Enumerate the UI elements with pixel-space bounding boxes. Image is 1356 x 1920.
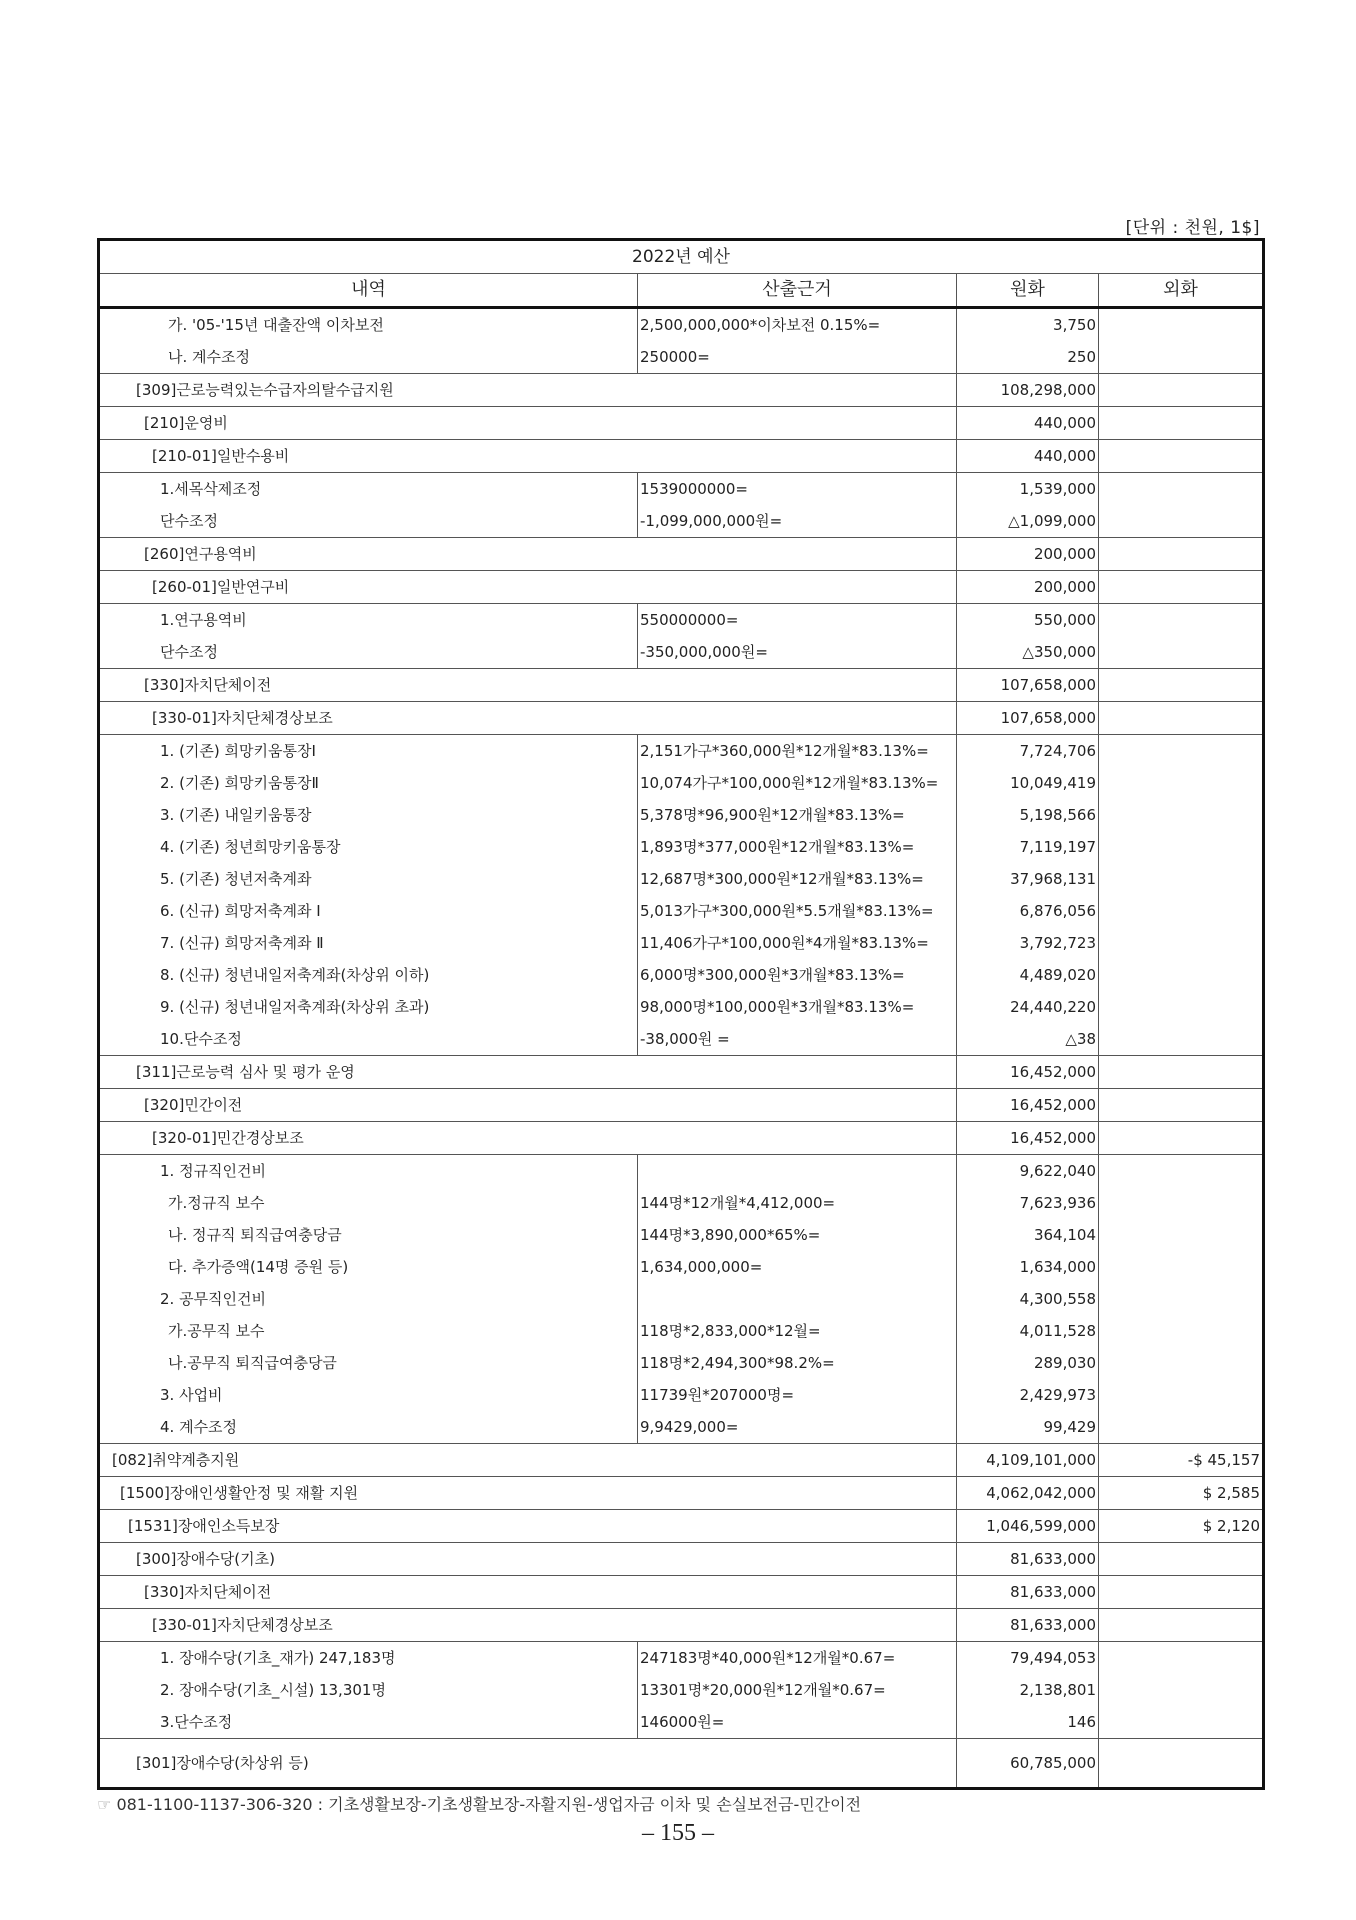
krw-amount-cell: 6,876,056: [957, 895, 1099, 927]
item-cell: 단수조정: [99, 636, 638, 669]
krw-amount-cell: 79,494,053: [957, 1642, 1099, 1675]
fx-amount-cell: [1099, 571, 1264, 604]
fx-amount-cell: $ 2,585: [1099, 1477, 1264, 1510]
item-cell: 3.단수조정: [99, 1706, 638, 1739]
fx-amount-cell: [1099, 1315, 1264, 1347]
krw-amount-cell: 440,000: [957, 440, 1099, 473]
item-cell: 6. (신규) 희망저축계좌 Ⅰ: [99, 895, 638, 927]
table-row-group-header: [99, 407, 1264, 440]
krw-amount-cell: 81,633,000: [957, 1543, 1099, 1576]
fx-amount-cell: [1099, 440, 1264, 473]
item-cell: 나.공무직 퇴직급여충당금: [99, 1347, 638, 1379]
footnote-text: 081-1100-1137-306-320 : 기초생활보장-기초생활보장-자활지원-생업자금 이차 및 손실보전금-민간이전: [116, 1795, 862, 1814]
table-row: [99, 1155, 1264, 1188]
item-cell: 가.공무직 보수: [99, 1315, 638, 1347]
fx-amount-cell: $ 2,120: [1099, 1510, 1264, 1543]
item-cell: [210-01]일반수용비: [99, 440, 957, 473]
fx-amount-cell: [1099, 1609, 1264, 1642]
item-cell: [311]근로능력 심사 및 평가 운영: [99, 1056, 957, 1089]
column-header-krw: 원화: [957, 274, 1099, 308]
item-cell: 1.세목삭제조정: [99, 473, 638, 506]
table-row: [99, 1347, 1264, 1379]
budget-table: [97, 238, 1265, 1790]
item-cell: 8. (신규) 청년내일저축계좌(차상위 이하): [99, 959, 638, 991]
fx-amount-cell: [1099, 1283, 1264, 1315]
basis-cell: 11,406가구*100,000원*4개월*83.13%=: [638, 927, 957, 959]
table-row: [99, 831, 1264, 863]
basis-cell: 12,687명*300,000원*12개월*83.13%=: [638, 863, 957, 895]
basis-cell: 10,074가구*100,000원*12개월*83.13%=: [638, 767, 957, 799]
item-cell: 2. 장애수당(기초_시설) 13,301명: [99, 1674, 638, 1706]
item-cell: 5. (기존) 청년저축계좌: [99, 863, 638, 895]
fx-amount-cell: [1099, 991, 1264, 1023]
basis-cell: -1,099,000,000원=: [638, 505, 957, 538]
krw-amount-cell: 1,539,000: [957, 473, 1099, 506]
krw-amount-cell: 4,489,020: [957, 959, 1099, 991]
fx-amount-cell: [1099, 1543, 1264, 1576]
fx-amount-cell: [1099, 1706, 1264, 1739]
fx-amount-cell: -$ 45,157: [1099, 1444, 1264, 1477]
item-cell: [330]자치단체이전: [99, 1576, 957, 1609]
krw-amount-cell: 364,104: [957, 1219, 1099, 1251]
table-row: [99, 1411, 1264, 1444]
fx-amount-cell: [1099, 538, 1264, 571]
item-cell: 4. (기존) 청년희망키움통장: [99, 831, 638, 863]
table-row-group-header: [99, 440, 1264, 473]
table-row-group-header: [99, 1510, 1264, 1543]
table-row: [99, 636, 1264, 669]
fx-amount-cell: [1099, 1219, 1264, 1251]
item-cell: [330-01]자치단체경상보조: [99, 702, 957, 735]
item-cell: 4. 계수조정: [99, 1411, 638, 1444]
krw-amount-cell: 10,049,419: [957, 767, 1099, 799]
krw-amount-cell: 289,030: [957, 1347, 1099, 1379]
krw-amount-cell: 107,658,000: [957, 702, 1099, 735]
fx-amount-cell: [1099, 341, 1264, 374]
krw-amount-cell: 2,138,801: [957, 1674, 1099, 1706]
table-row-group-header: [99, 1056, 1264, 1089]
table-row-group-header: [99, 702, 1264, 735]
item-cell: 1. 정규직인건비: [99, 1155, 638, 1188]
table-row: [99, 604, 1264, 637]
table-row-group-header: [99, 1444, 1264, 1477]
unit-label: [단위 : 천원, 1$]: [1125, 218, 1260, 238]
item-cell: 1.연구용역비: [99, 604, 638, 637]
basis-cell: [638, 1155, 957, 1188]
table-row: [99, 1674, 1264, 1706]
table-row: [99, 1315, 1264, 1347]
krw-amount-cell: 24,440,220: [957, 991, 1099, 1023]
krw-amount-cell: 3,750: [957, 308, 1099, 342]
fx-amount-cell: [1099, 1739, 1264, 1789]
table-row: [99, 1642, 1264, 1675]
krw-amount-cell: 146: [957, 1706, 1099, 1739]
table-row: [99, 341, 1264, 374]
item-cell: [1531]장애인소득보장: [99, 1510, 957, 1543]
krw-amount-cell: 107,658,000: [957, 669, 1099, 702]
basis-cell: 6,000명*300,000원*3개월*83.13%=: [638, 959, 957, 991]
krw-amount-cell: 60,785,000: [957, 1739, 1099, 1789]
krw-amount-cell: 7,724,706: [957, 735, 1099, 768]
krw-amount-cell: 5,198,566: [957, 799, 1099, 831]
table-row: [99, 799, 1264, 831]
table-row: [99, 473, 1264, 506]
krw-amount-cell: 200,000: [957, 538, 1099, 571]
item-cell: 다. 추가증액(14명 증원 등): [99, 1251, 638, 1283]
table-row: [99, 1023, 1264, 1056]
table-row: [99, 1219, 1264, 1251]
table-row: [99, 767, 1264, 799]
krw-amount-cell: 9,622,040: [957, 1155, 1099, 1188]
krw-amount-cell: 16,452,000: [957, 1089, 1099, 1122]
fx-amount-cell: [1099, 1122, 1264, 1155]
basis-cell: 144명*12개월*4,412,000=: [638, 1187, 957, 1219]
basis-cell: 5,013가구*300,000원*5.5개월*83.13%=: [638, 895, 957, 927]
item-cell: [330-01]자치단체경상보조: [99, 1609, 957, 1642]
item-cell: 단수조정: [99, 505, 638, 538]
item-cell: [320-01]민간경상보조: [99, 1122, 957, 1155]
table-row: [99, 863, 1264, 895]
item-cell: [210]운영비: [99, 407, 957, 440]
table-body: [99, 308, 1264, 1789]
fx-amount-cell: [1099, 1642, 1264, 1675]
item-cell: 10.단수조정: [99, 1023, 638, 1056]
krw-amount-cell: 16,452,000: [957, 1056, 1099, 1089]
basis-cell: 2,500,000,000*이차보전 0.15%=: [638, 308, 957, 342]
fx-amount-cell: [1099, 702, 1264, 735]
krw-amount-cell: △1,099,000: [957, 505, 1099, 538]
basis-cell: 1539000000=: [638, 473, 957, 506]
item-cell: [082]취약계층지원: [99, 1444, 957, 1477]
krw-amount-cell: 4,109,101,000: [957, 1444, 1099, 1477]
item-cell: 나. 계수조정: [99, 341, 638, 374]
basis-cell: -38,000원 =: [638, 1023, 957, 1056]
krw-amount-cell: 550,000: [957, 604, 1099, 637]
item-cell: 3. 사업비: [99, 1379, 638, 1411]
basis-cell: 250000=: [638, 341, 957, 374]
item-cell: 가. '05-'15년 대출잔액 이차보전: [99, 308, 638, 342]
krw-amount-cell: 7,623,936: [957, 1187, 1099, 1219]
item-cell: 7. (신규) 희망저축계좌 Ⅱ: [99, 927, 638, 959]
fx-amount-cell: [1099, 735, 1264, 768]
table-row: [99, 1251, 1264, 1283]
krw-amount-cell: 7,119,197: [957, 831, 1099, 863]
basis-cell: 118명*2,494,300*98.2%=: [638, 1347, 957, 1379]
table-row-group-header: [99, 1122, 1264, 1155]
fx-amount-cell: [1099, 1187, 1264, 1219]
fx-amount-cell: [1099, 473, 1264, 506]
table-row-group-header: [99, 1089, 1264, 1122]
table-row-group-header: [99, 374, 1264, 407]
krw-amount-cell: 81,633,000: [957, 1576, 1099, 1609]
krw-amount-cell: 37,968,131: [957, 863, 1099, 895]
basis-cell: 144명*3,890,000*65%=: [638, 1219, 957, 1251]
krw-amount-cell: 99,429: [957, 1411, 1099, 1444]
footnote: [97, 1792, 861, 1815]
basis-cell: 98,000명*100,000원*3개월*83.13%=: [638, 991, 957, 1023]
fx-amount-cell: [1099, 669, 1264, 702]
fx-amount-cell: [1099, 895, 1264, 927]
item-cell: [309]근로능력있는수급자의탈수급지원: [99, 374, 957, 407]
fx-amount-cell: [1099, 959, 1264, 991]
table-row: [99, 1283, 1264, 1315]
item-cell: 3. (기존) 내일키움통장: [99, 799, 638, 831]
krw-amount-cell: 3,792,723: [957, 927, 1099, 959]
fx-amount-cell: [1099, 1674, 1264, 1706]
basis-cell: 118명*2,833,000*12월=: [638, 1315, 957, 1347]
table-row: [99, 895, 1264, 927]
basis-cell: 5,378명*96,900원*12개월*83.13%=: [638, 799, 957, 831]
basis-cell: 2,151가구*360,000원*12개월*83.13%=: [638, 735, 957, 768]
fx-amount-cell: [1099, 1379, 1264, 1411]
fx-amount-cell: [1099, 927, 1264, 959]
table-row: [99, 505, 1264, 538]
krw-amount-cell: 1,046,599,000: [957, 1510, 1099, 1543]
krw-amount-cell: 4,300,558: [957, 1283, 1099, 1315]
pointing-hand-icon: ☞: [97, 1795, 112, 1814]
table-row: [99, 1187, 1264, 1219]
fx-amount-cell: [1099, 604, 1264, 637]
table-row-group-header: [99, 1739, 1264, 1789]
fx-amount-cell: [1099, 1347, 1264, 1379]
fx-amount-cell: [1099, 1023, 1264, 1056]
fx-amount-cell: [1099, 767, 1264, 799]
basis-cell: 1,634,000,000=: [638, 1251, 957, 1283]
fx-amount-cell: [1099, 1155, 1264, 1188]
item-cell: 2. (기존) 희망키움통장Ⅱ: [99, 767, 638, 799]
item-cell: [330]자치단체이전: [99, 669, 957, 702]
table-row-group-header: [99, 1576, 1264, 1609]
column-header-item: 내역: [99, 274, 638, 308]
table-row: [99, 991, 1264, 1023]
fx-amount-cell: [1099, 636, 1264, 669]
fx-amount-cell: [1099, 407, 1264, 440]
table-row-group-header: [99, 1477, 1264, 1510]
fx-amount-cell: [1099, 505, 1264, 538]
basis-cell: 247183명*40,000원*12개월*0.67=: [638, 1642, 957, 1675]
krw-amount-cell: 16,452,000: [957, 1122, 1099, 1155]
basis-cell: 550000000=: [638, 604, 957, 637]
krw-amount-cell: △350,000: [957, 636, 1099, 669]
basis-cell: 9,9429,000=: [638, 1411, 957, 1444]
item-cell: [1500]장애인생활안정 및 재활 지원: [99, 1477, 957, 1510]
column-header-basis: 산출근거: [638, 274, 957, 308]
item-cell: 9. (신규) 청년내일저축계좌(차상위 초과): [99, 991, 638, 1023]
item-cell: 1. 장애수당(기초_재가) 247,183명: [99, 1642, 638, 1675]
krw-amount-cell: 1,634,000: [957, 1251, 1099, 1283]
krw-amount-cell: △38: [957, 1023, 1099, 1056]
krw-amount-cell: 4,011,528: [957, 1315, 1099, 1347]
fx-amount-cell: [1099, 1089, 1264, 1122]
krw-amount-cell: 200,000: [957, 571, 1099, 604]
krw-amount-cell: 4,062,042,000: [957, 1477, 1099, 1510]
fx-amount-cell: [1099, 374, 1264, 407]
table-row: [99, 959, 1264, 991]
fx-amount-cell: [1099, 831, 1264, 863]
table-row-group-header: [99, 669, 1264, 702]
item-cell: [320]민간이전: [99, 1089, 957, 1122]
item-cell: [300]장애수당(기초): [99, 1543, 957, 1576]
table-row: [99, 308, 1264, 342]
item-cell: 가.정규직 보수: [99, 1187, 638, 1219]
fx-amount-cell: [1099, 308, 1264, 342]
fx-amount-cell: [1099, 863, 1264, 895]
table-row-group-header: [99, 1609, 1264, 1642]
table-row-group-header: [99, 571, 1264, 604]
table-row-group-header: [99, 538, 1264, 571]
basis-cell: 13301명*20,000원*12개월*0.67=: [638, 1674, 957, 1706]
item-cell: 2. 공무직인건비: [99, 1283, 638, 1315]
item-cell: [260-01]일반연구비: [99, 571, 957, 604]
basis-cell: -350,000,000원=: [638, 636, 957, 669]
fx-amount-cell: [1099, 1056, 1264, 1089]
table-row: [99, 927, 1264, 959]
krw-amount-cell: 440,000: [957, 407, 1099, 440]
krw-amount-cell: 250: [957, 341, 1099, 374]
table-row-group-header: [99, 1543, 1264, 1576]
column-header-fx: 외화: [1099, 274, 1264, 308]
item-cell: [260]연구용역비: [99, 538, 957, 571]
fx-amount-cell: [1099, 799, 1264, 831]
item-cell: [301]장애수당(차상위 등): [99, 1739, 957, 1789]
krw-amount-cell: 81,633,000: [957, 1609, 1099, 1642]
fx-amount-cell: [1099, 1576, 1264, 1609]
fx-amount-cell: [1099, 1411, 1264, 1444]
krw-amount-cell: 108,298,000: [957, 374, 1099, 407]
item-cell: 1. (기존) 희망키움통장Ⅰ: [99, 735, 638, 768]
table-title: 2022년 예산: [99, 240, 1264, 274]
fx-amount-cell: [1099, 1251, 1264, 1283]
krw-amount-cell: 2,429,973: [957, 1379, 1099, 1411]
basis-cell: [638, 1283, 957, 1315]
table-row: [99, 1706, 1264, 1739]
page-number: – 155 –: [642, 1820, 714, 1846]
basis-cell: 11739원*207000명=: [638, 1379, 957, 1411]
basis-cell: 1,893명*377,000원*12개월*83.13%=: [638, 831, 957, 863]
item-cell: 나. 정규직 퇴직급여충당금: [99, 1219, 638, 1251]
table-row: [99, 1379, 1264, 1411]
table-row: [99, 735, 1264, 768]
basis-cell: 146000원=: [638, 1706, 957, 1739]
